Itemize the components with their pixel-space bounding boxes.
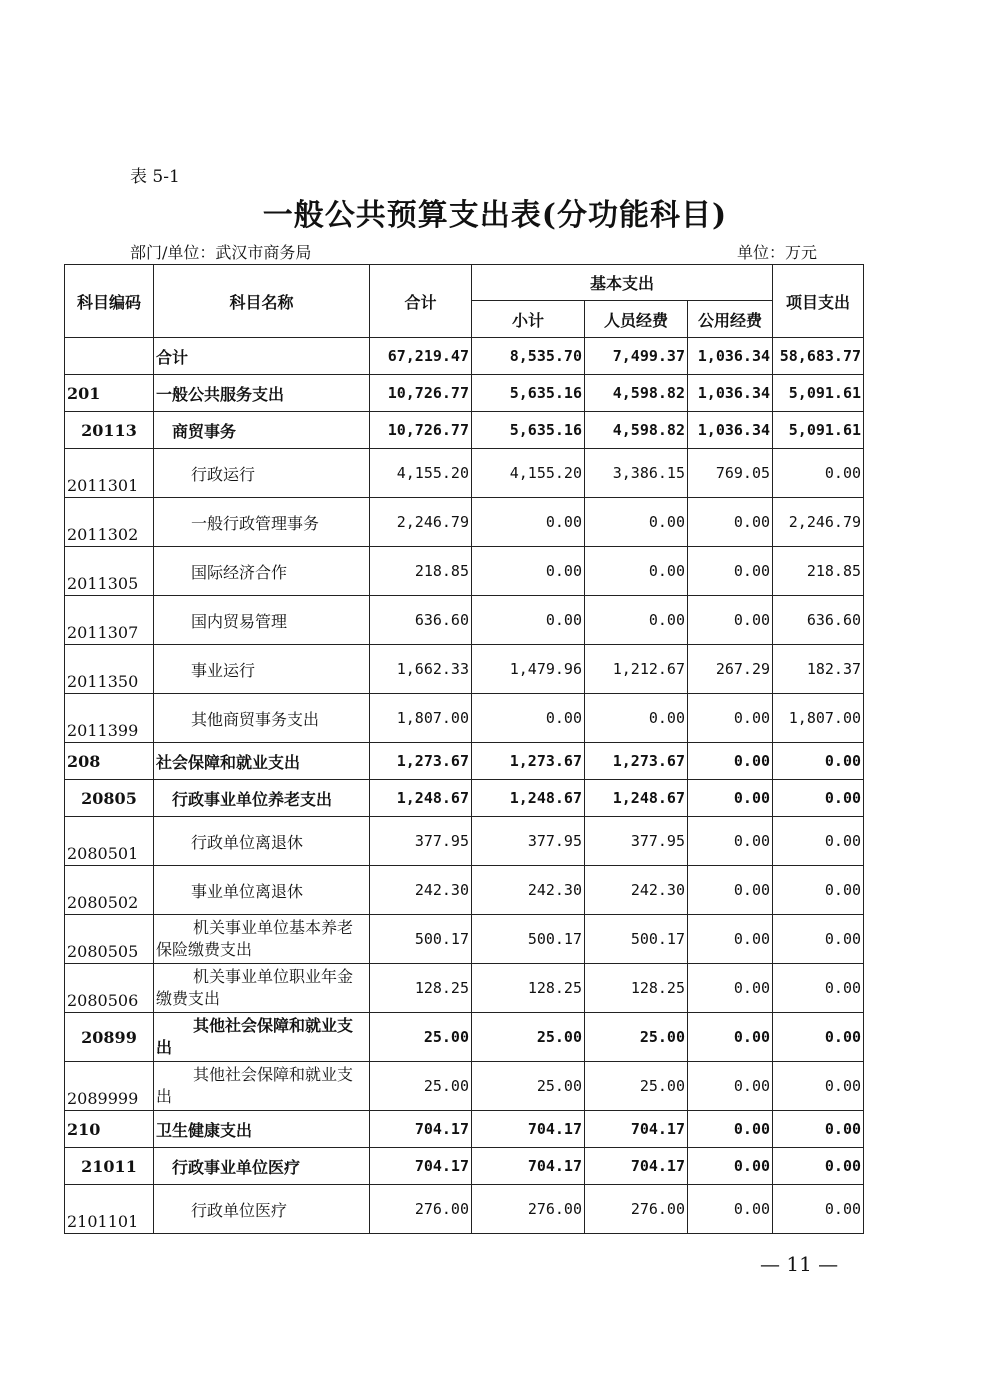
row-total: 1,807.00 [370, 694, 472, 743]
row-project: 0.00 [773, 1062, 864, 1111]
row-name: 社会保障和就业支出 [154, 743, 370, 780]
row-project: 0.00 [773, 964, 864, 1013]
table-row [65, 498, 864, 547]
row-name: 其他社会保障和就业支出 [154, 1062, 370, 1111]
table-row [65, 964, 864, 1013]
row-subtotal: 276.00 [472, 1185, 585, 1234]
row-personnel: 0.00 [585, 596, 688, 645]
row-code: 2011301 [65, 449, 154, 498]
row-code: 210 [65, 1111, 154, 1148]
table-row [65, 694, 864, 743]
row-total: 67,219.47 [370, 338, 472, 375]
row-project: 0.00 [773, 1148, 864, 1185]
row-total: 2,246.79 [370, 498, 472, 547]
row-name: 行政运行 [154, 449, 370, 498]
row-name: 行政事业单位养老支出 [154, 780, 370, 817]
row-public: 0.00 [688, 694, 773, 743]
header-total: 合计 [370, 265, 472, 338]
table-row [65, 1148, 864, 1185]
row-personnel: 7,499.37 [585, 338, 688, 375]
table-row [65, 375, 864, 412]
row-subtotal: 377.95 [472, 817, 585, 866]
row-public: 0.00 [688, 780, 773, 817]
row-personnel: 1,273.67 [585, 743, 688, 780]
header-project: 项目支出 [773, 265, 864, 338]
row-name: 卫生健康支出 [154, 1111, 370, 1148]
row-project: 0.00 [773, 866, 864, 915]
row-public: 0.00 [688, 743, 773, 780]
row-code: 20805 [65, 780, 154, 817]
row-code: 2011305 [65, 547, 154, 596]
row-code: 21011 [65, 1148, 154, 1185]
row-name: 其他社会保障和就业支出 [154, 1013, 370, 1062]
row-subtotal: 8,535.70 [472, 338, 585, 375]
row-subtotal: 1,479.96 [472, 645, 585, 694]
row-personnel: 4,598.82 [585, 412, 688, 449]
header-name: 科目名称 [154, 265, 370, 338]
row-public: 769.05 [688, 449, 773, 498]
row-total: 128.25 [370, 964, 472, 1013]
row-personnel: 0.00 [585, 694, 688, 743]
row-name: 行政事业单位医疗 [154, 1148, 370, 1185]
row-total: 25.00 [370, 1013, 472, 1062]
row-name: 商贸事务 [154, 412, 370, 449]
row-total: 242.30 [370, 866, 472, 915]
header-subtotal: 小计 [472, 301, 585, 338]
row-code: 2011307 [65, 596, 154, 645]
row-code [65, 338, 154, 375]
department-label: 部门/单位：武汉市商务局 [130, 243, 312, 262]
row-code: 2080501 [65, 817, 154, 866]
header-personnel: 人员经费 [585, 301, 688, 338]
row-project: 0.00 [773, 1111, 864, 1148]
row-public: 0.00 [688, 1111, 773, 1148]
row-subtotal: 5,635.16 [472, 375, 585, 412]
row-project: 2,246.79 [773, 498, 864, 547]
row-personnel: 500.17 [585, 915, 688, 964]
row-total: 1,662.33 [370, 645, 472, 694]
row-public: 0.00 [688, 817, 773, 866]
row-name: 其他商贸事务支出 [154, 694, 370, 743]
row-subtotal: 704.17 [472, 1111, 585, 1148]
page-title: 一般公共预算支出表(分功能科目) [262, 198, 728, 233]
row-project: 218.85 [773, 547, 864, 596]
budget-table [64, 264, 864, 1234]
row-name: 行政单位医疗 [154, 1185, 370, 1234]
table-row [65, 1111, 864, 1148]
row-name: 机关事业单位基本养老保险缴费支出 [154, 915, 370, 964]
row-personnel: 3,386.15 [585, 449, 688, 498]
row-personnel: 4,598.82 [585, 375, 688, 412]
table-row [65, 596, 864, 645]
row-code: 2080502 [65, 866, 154, 915]
row-subtotal: 25.00 [472, 1013, 585, 1062]
row-code: 2080505 [65, 915, 154, 964]
unit-label: 单位：万元 [737, 243, 818, 262]
row-name: 机关事业单位职业年金缴费支出 [154, 964, 370, 1013]
row-personnel: 128.25 [585, 964, 688, 1013]
row-code: 2089999 [65, 1062, 154, 1111]
table-row [65, 743, 864, 780]
table-row [65, 547, 864, 596]
row-public: 1,036.34 [688, 412, 773, 449]
row-subtotal: 0.00 [472, 498, 585, 547]
row-total: 377.95 [370, 817, 472, 866]
row-personnel: 377.95 [585, 817, 688, 866]
row-code: 201 [65, 375, 154, 412]
row-project: 0.00 [773, 780, 864, 817]
row-public: 0.00 [688, 498, 773, 547]
row-personnel: 1,212.67 [585, 645, 688, 694]
row-public: 0.00 [688, 964, 773, 1013]
row-public: 1,036.34 [688, 375, 773, 412]
row-subtotal: 704.17 [472, 1148, 585, 1185]
row-total: 636.60 [370, 596, 472, 645]
row-name: 合计 [154, 338, 370, 375]
row-public: 1,036.34 [688, 338, 773, 375]
table-row [65, 915, 864, 964]
row-code: 2101101 [65, 1185, 154, 1234]
row-code: 2011350 [65, 645, 154, 694]
row-total: 500.17 [370, 915, 472, 964]
header-code: 科目编码 [65, 265, 154, 338]
row-personnel: 704.17 [585, 1148, 688, 1185]
row-project: 0.00 [773, 743, 864, 780]
row-code: 20899 [65, 1013, 154, 1062]
table-row [65, 780, 864, 817]
row-subtotal: 0.00 [472, 596, 585, 645]
row-project: 636.60 [773, 596, 864, 645]
row-total: 1,273.67 [370, 743, 472, 780]
row-personnel: 242.30 [585, 866, 688, 915]
row-total: 25.00 [370, 1062, 472, 1111]
row-personnel: 25.00 [585, 1013, 688, 1062]
row-public: 0.00 [688, 866, 773, 915]
row-public: 0.00 [688, 1185, 773, 1234]
row-project: 5,091.61 [773, 375, 864, 412]
row-name: 一般公共服务支出 [154, 375, 370, 412]
row-name: 国内贸易管理 [154, 596, 370, 645]
row-project: 0.00 [773, 817, 864, 866]
row-personnel: 0.00 [585, 498, 688, 547]
row-subtotal: 500.17 [472, 915, 585, 964]
row-subtotal: 5,635.16 [472, 412, 585, 449]
row-name: 事业运行 [154, 645, 370, 694]
row-project: 0.00 [773, 449, 864, 498]
row-subtotal: 128.25 [472, 964, 585, 1013]
row-project: 0.00 [773, 1013, 864, 1062]
row-total: 276.00 [370, 1185, 472, 1234]
row-name: 事业单位离退休 [154, 866, 370, 915]
row-personnel: 704.17 [585, 1111, 688, 1148]
row-name: 国际经济合作 [154, 547, 370, 596]
table-row [65, 412, 864, 449]
table-row [65, 338, 864, 375]
row-subtotal: 4,155.20 [472, 449, 585, 498]
page-number: — 11 — [760, 1252, 839, 1276]
row-public: 0.00 [688, 547, 773, 596]
row-public: 267.29 [688, 645, 773, 694]
row-public: 0.00 [688, 596, 773, 645]
row-subtotal: 242.30 [472, 866, 585, 915]
table-row [65, 1185, 864, 1234]
table-row [65, 1013, 864, 1062]
table-row [65, 1062, 864, 1111]
row-project: 0.00 [773, 1185, 864, 1234]
table-row [65, 866, 864, 915]
row-total: 704.17 [370, 1111, 472, 1148]
header-public: 公用经费 [688, 301, 773, 338]
row-public: 0.00 [688, 1062, 773, 1111]
row-subtotal: 1,273.67 [472, 743, 585, 780]
row-code: 20113 [65, 412, 154, 449]
row-total: 10,726.77 [370, 412, 472, 449]
row-project: 182.37 [773, 645, 864, 694]
header-basic: 基本支出 [472, 265, 773, 301]
row-personnel: 0.00 [585, 547, 688, 596]
row-personnel: 25.00 [585, 1062, 688, 1111]
row-code: 208 [65, 743, 154, 780]
table-row [65, 817, 864, 866]
row-subtotal: 0.00 [472, 547, 585, 596]
row-total: 4,155.20 [370, 449, 472, 498]
row-public: 0.00 [688, 915, 773, 964]
row-project: 5,091.61 [773, 412, 864, 449]
row-total: 218.85 [370, 547, 472, 596]
row-subtotal: 25.00 [472, 1062, 585, 1111]
row-code: 2011399 [65, 694, 154, 743]
row-code: 2011302 [65, 498, 154, 547]
table-body [65, 338, 864, 1234]
row-project: 1,807.00 [773, 694, 864, 743]
table-row [65, 449, 864, 498]
row-subtotal: 1,248.67 [472, 780, 585, 817]
table-label: 表 5-1 [130, 167, 180, 187]
row-public: 0.00 [688, 1013, 773, 1062]
row-personnel: 276.00 [585, 1185, 688, 1234]
row-personnel: 1,248.67 [585, 780, 688, 817]
row-total: 10,726.77 [370, 375, 472, 412]
table-row [65, 645, 864, 694]
row-total: 1,248.67 [370, 780, 472, 817]
row-name: 一般行政管理事务 [154, 498, 370, 547]
row-total: 704.17 [370, 1148, 472, 1185]
row-project: 58,683.77 [773, 338, 864, 375]
row-public: 0.00 [688, 1148, 773, 1185]
row-project: 0.00 [773, 915, 864, 964]
row-name: 行政单位离退休 [154, 817, 370, 866]
row-code: 2080506 [65, 964, 154, 1013]
row-subtotal: 0.00 [472, 694, 585, 743]
